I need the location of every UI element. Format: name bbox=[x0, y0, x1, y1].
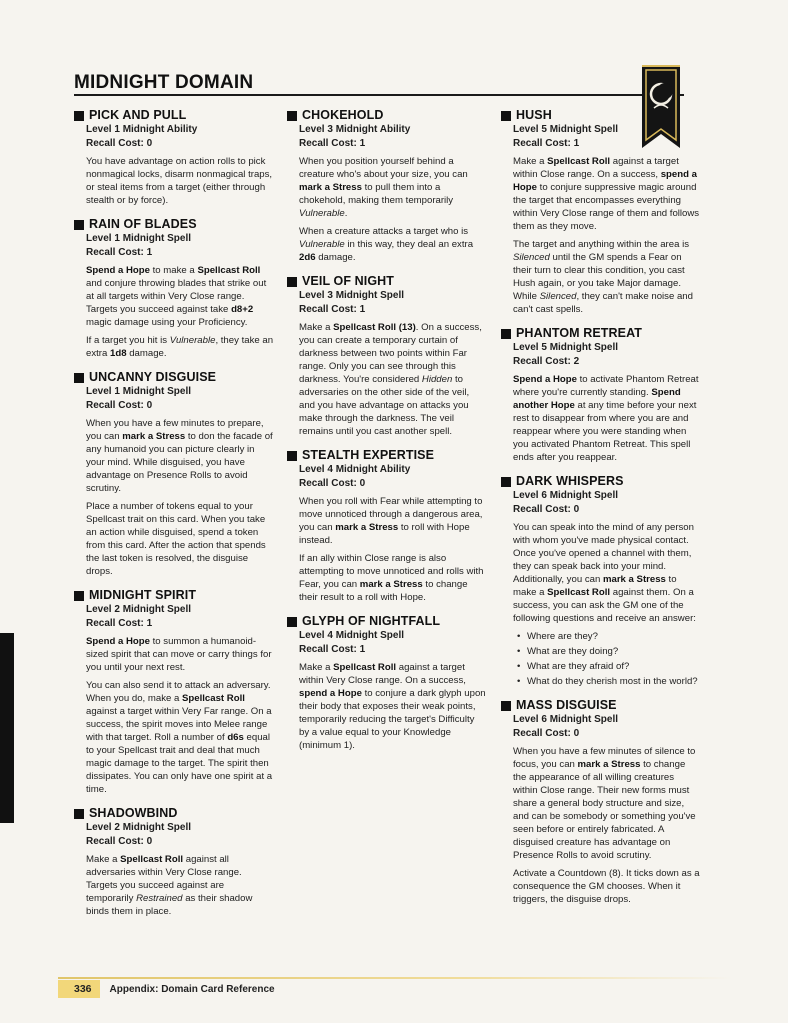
card-paragraph: When you position yourself behind a creature who's about your size, you can mark a Stress to pull them into a chokehold, making them temporarily Vulnerable. bbox=[299, 156, 468, 219]
card-level: Level 1 Midnight Spell bbox=[86, 386, 192, 397]
card-level: Level 1 Midnight Ability bbox=[86, 124, 198, 135]
card-paragraph: The target and anything within the area is Silenced until the GM spends a Fear on their turn to clear this condition, you cast Hush again, or you take Major damage. While Silenced, they can't make noise and can't cast spells. bbox=[513, 239, 693, 315]
card-recall-cost: Recall Cost: 0 bbox=[513, 504, 580, 515]
card-title bbox=[74, 588, 274, 603]
square-bullet-icon bbox=[501, 111, 511, 121]
card-level: Level 2 Midnight Spell bbox=[86, 604, 192, 615]
card-paragraph: Make a Spellcast Roll against a target within Very Close range. On a success, spend a Hope to conjure a dark glyph upon their body that exposes their weak points, temporarily reducing the target's Difficulty by a value equal to your Knowledge (minimum 1). bbox=[299, 662, 486, 751]
page-edge bbox=[0, 0, 8, 1023]
card-title bbox=[501, 108, 701, 123]
domain-card bbox=[74, 370, 274, 578]
section-header bbox=[74, 70, 684, 96]
card-paragraph: Spend a Hope to activate Phantom Retreat where you're currently standing. Spend another Hope at any time before your next rest to disappear from where you are and reappear where you were standing when you activated Phantom Retreat. This spell ends after you reappear. bbox=[513, 374, 699, 463]
page-title: MIDNIGHT DOMAIN bbox=[74, 72, 254, 93]
domain-card bbox=[74, 806, 274, 918]
card-body bbox=[74, 417, 274, 578]
card-body bbox=[74, 635, 274, 796]
card-paragraph: When you have a few minutes of silence to focus, you can mark a Stress to change the appearance of all willing creatures within Close range. Their new forms must share a general body structure and size, and can be somebody or something you've seen before or entirely fabricated. A disguised creature has advantage on Presence Rolls to avoid scrutiny. bbox=[513, 746, 696, 861]
card-level: Level 6 Midnight Spell bbox=[513, 714, 619, 725]
card-title bbox=[287, 614, 487, 629]
card-paragraph: You have advantage on action rolls to pick nonmagical locks, disarm nonmagical traps, or steal items from a target (either through stealth or by force). bbox=[86, 156, 273, 206]
square-bullet-icon bbox=[501, 477, 511, 487]
card-paragraph: When a creature attacks a target who is Vulnerable in this way, they deal an extra 2d6 damage. bbox=[299, 226, 474, 263]
card-title-text: HUSH bbox=[516, 108, 552, 122]
card-title bbox=[501, 326, 701, 341]
column-3 bbox=[501, 108, 701, 916]
card-title bbox=[74, 217, 274, 232]
card-paragraph: When you roll with Fear while attempting to move unnoticed through a dangerous area, you can mark a Stress to roll with Hope instead. bbox=[299, 496, 483, 546]
list-item: • Where are they? bbox=[513, 630, 701, 643]
card-recall-cost: Recall Cost: 0 bbox=[299, 478, 366, 489]
domain-card bbox=[501, 698, 701, 906]
card-recall-cost: Recall Cost: 0 bbox=[86, 138, 153, 149]
card-paragraph: Make a Spellcast Roll against a target within Close range. On a success, spend a Hope to conjure suppressive magic around the target that encompasses everything within Very Close range of them and follows them as they move. bbox=[513, 156, 700, 232]
card-body bbox=[74, 264, 274, 360]
domain-card bbox=[287, 108, 487, 264]
card-level: Level 2 Midnight Spell bbox=[86, 822, 192, 833]
list-item: • What do they cherish most in the world? bbox=[513, 675, 701, 688]
card-body bbox=[501, 521, 701, 688]
card-recall-cost: Recall Cost: 2 bbox=[513, 356, 580, 367]
card-level: Level 6 Midnight Spell bbox=[513, 490, 619, 501]
card-title-text: CHOKEHOLD bbox=[302, 108, 384, 122]
question-list bbox=[513, 630, 701, 688]
card-paragraph: You can also send it to attack an adversary. When you do, make a Spellcast Roll against a target within Very Far range. On a success, the spirit moves into Melee range with that target. Roll a number of d6s equal to your Spellcast trait and deal that much magic damage to the target. The spirit then dissipates. You can only have one spirit at a time. bbox=[86, 680, 273, 795]
square-bullet-icon bbox=[287, 111, 297, 121]
card-body bbox=[501, 373, 701, 464]
column-2 bbox=[287, 108, 487, 762]
square-bullet-icon bbox=[501, 329, 511, 339]
card-body bbox=[287, 155, 487, 264]
column-1 bbox=[74, 108, 274, 928]
card-recall-cost: Recall Cost: 1 bbox=[299, 304, 366, 315]
card-paragraph: If an ally within Close range is also attempting to move unnoticed and rolls with Fear, you can mark a Stress to change their result to a roll with Hope. bbox=[299, 553, 484, 603]
domain-card bbox=[74, 588, 274, 796]
page-footer bbox=[58, 980, 275, 998]
card-title-text: MIDNIGHT SPIRIT bbox=[89, 588, 197, 602]
card-paragraph: You can speak into the mind of any person with whom you've made physical contact. Once you've opened a channel with them, they can speak back into your mind. Additionally, you can mark a Stress to make a Spellcast Roll against them. On a success, you can ask the GM one of the following questions and receive an answer: bbox=[513, 522, 696, 624]
card-title-text: UNCANNY DISGUISE bbox=[89, 370, 217, 384]
square-bullet-icon bbox=[74, 373, 84, 383]
card-title bbox=[74, 108, 274, 123]
square-bullet-icon bbox=[501, 701, 511, 711]
card-body bbox=[501, 745, 701, 906]
domain-card bbox=[501, 108, 701, 316]
card-body bbox=[74, 853, 274, 918]
domain-card bbox=[501, 326, 701, 464]
domain-card bbox=[74, 217, 274, 360]
card-recall-cost: Recall Cost: 1 bbox=[86, 618, 153, 629]
card-level: Level 1 Midnight Spell bbox=[86, 233, 192, 244]
card-recall-cost: Recall Cost: 1 bbox=[513, 138, 580, 149]
square-bullet-icon bbox=[74, 111, 84, 121]
card-title-text: PHANTOM RETREAT bbox=[516, 326, 643, 340]
card-recall-cost: Recall Cost: 0 bbox=[513, 728, 580, 739]
page-edge-tab bbox=[0, 633, 14, 823]
card-recall-cost: Recall Cost: 1 bbox=[299, 644, 366, 655]
card-title bbox=[74, 370, 274, 385]
card-title-text: PICK AND PULL bbox=[89, 108, 187, 122]
domain-card bbox=[287, 614, 487, 752]
domain-card bbox=[501, 474, 701, 688]
card-paragraph: Activate a Countdown (8). It ticks down as a consequence the GM chooses. When it triggers, the disguise drops. bbox=[513, 868, 700, 905]
card-level: Level 5 Midnight Spell bbox=[513, 124, 619, 135]
card-paragraph: Place a number of tokens equal to your Spellcast trait on this card. When you take an action while disguised, spend a token from this card. After the action that spends the last token is resolved, the disguise drops. bbox=[86, 501, 266, 577]
footer-rule bbox=[58, 977, 732, 979]
domain-card bbox=[287, 274, 487, 438]
card-paragraph: Make a Spellcast Roll against all adversaries within Very Close range. Targets you succeed against are temporarily Restrained as their shadow binds them in place. bbox=[86, 854, 253, 917]
card-columns bbox=[74, 108, 704, 968]
square-bullet-icon bbox=[74, 220, 84, 230]
card-paragraph: Make a Spellcast Roll (13). On a success, you can create a temporary curtain of darkness between two points within Far range. Only you can see through this darkness. You're considered Hidden to adversaries on the other side of the veil, and you have advantage on attacks you make through the darkness. The veil remains until you cast another spell. bbox=[299, 322, 482, 437]
card-title-text: STEALTH EXPERTISE bbox=[302, 448, 435, 462]
card-level: Level 3 Midnight Spell bbox=[299, 290, 405, 301]
card-body bbox=[287, 495, 487, 604]
card-paragraph: Spend a Hope to make a Spellcast Roll and conjure throwing blades that strike out at all targets within Very Close range. Targets you succeed against take d8+2 magic damage using your Proficiency. bbox=[86, 265, 267, 328]
card-title bbox=[287, 274, 487, 289]
card-paragraph: If a target you hit is Vulnerable, they take an extra 1d8 damage. bbox=[86, 335, 274, 359]
card-recall-cost: Recall Cost: 1 bbox=[86, 247, 153, 258]
square-bullet-icon bbox=[287, 277, 297, 287]
card-recall-cost: Recall Cost: 1 bbox=[299, 138, 366, 149]
card-title-text: SHADOWBIND bbox=[89, 806, 178, 820]
card-paragraph: Spend a Hope to summon a humanoid-sized spirit that can move or carry things for you until your next rest. bbox=[86, 636, 272, 673]
card-body bbox=[287, 321, 487, 438]
card-title bbox=[501, 474, 701, 489]
card-level: Level 4 Midnight Spell bbox=[299, 630, 405, 641]
card-title bbox=[287, 448, 487, 463]
card-level: Level 5 Midnight Spell bbox=[513, 342, 619, 353]
card-recall-cost: Recall Cost: 0 bbox=[86, 400, 153, 411]
page-number: 336 bbox=[58, 980, 100, 998]
card-title bbox=[501, 698, 701, 713]
card-level: Level 3 Midnight Ability bbox=[299, 124, 411, 135]
domain-card bbox=[287, 448, 487, 604]
square-bullet-icon bbox=[74, 591, 84, 601]
card-paragraph: When you have a few minutes to prepare, you can mark a Stress to don the facade of any humanoid you can picture clearly in your mind. While disguised, you have advantage on Presence Rolls to avoid scrutiny. bbox=[86, 418, 273, 494]
list-item: • What are they afraid of? bbox=[513, 660, 701, 673]
card-body bbox=[287, 661, 487, 752]
square-bullet-icon bbox=[287, 451, 297, 461]
card-title-text: DARK WHISPERS bbox=[516, 474, 624, 488]
square-bullet-icon bbox=[287, 617, 297, 627]
card-recall-cost: Recall Cost: 0 bbox=[86, 836, 153, 847]
footer-section-title: Appendix: Domain Card Reference bbox=[109, 983, 275, 995]
card-level: Level 4 Midnight Ability bbox=[299, 464, 411, 475]
card-body bbox=[501, 155, 701, 316]
domain-card bbox=[74, 108, 274, 207]
card-title bbox=[74, 806, 274, 821]
card-title-text: RAIN OF BLADES bbox=[89, 217, 197, 231]
list-item: • What are they doing? bbox=[513, 645, 701, 658]
square-bullet-icon bbox=[74, 809, 84, 819]
card-title bbox=[287, 108, 487, 123]
card-title-text: GLYPH OF NIGHTFALL bbox=[302, 614, 441, 628]
card-body bbox=[74, 155, 274, 207]
card-title-text: MASS DISGUISE bbox=[516, 698, 617, 712]
card-title-text: VEIL OF NIGHT bbox=[302, 274, 395, 288]
